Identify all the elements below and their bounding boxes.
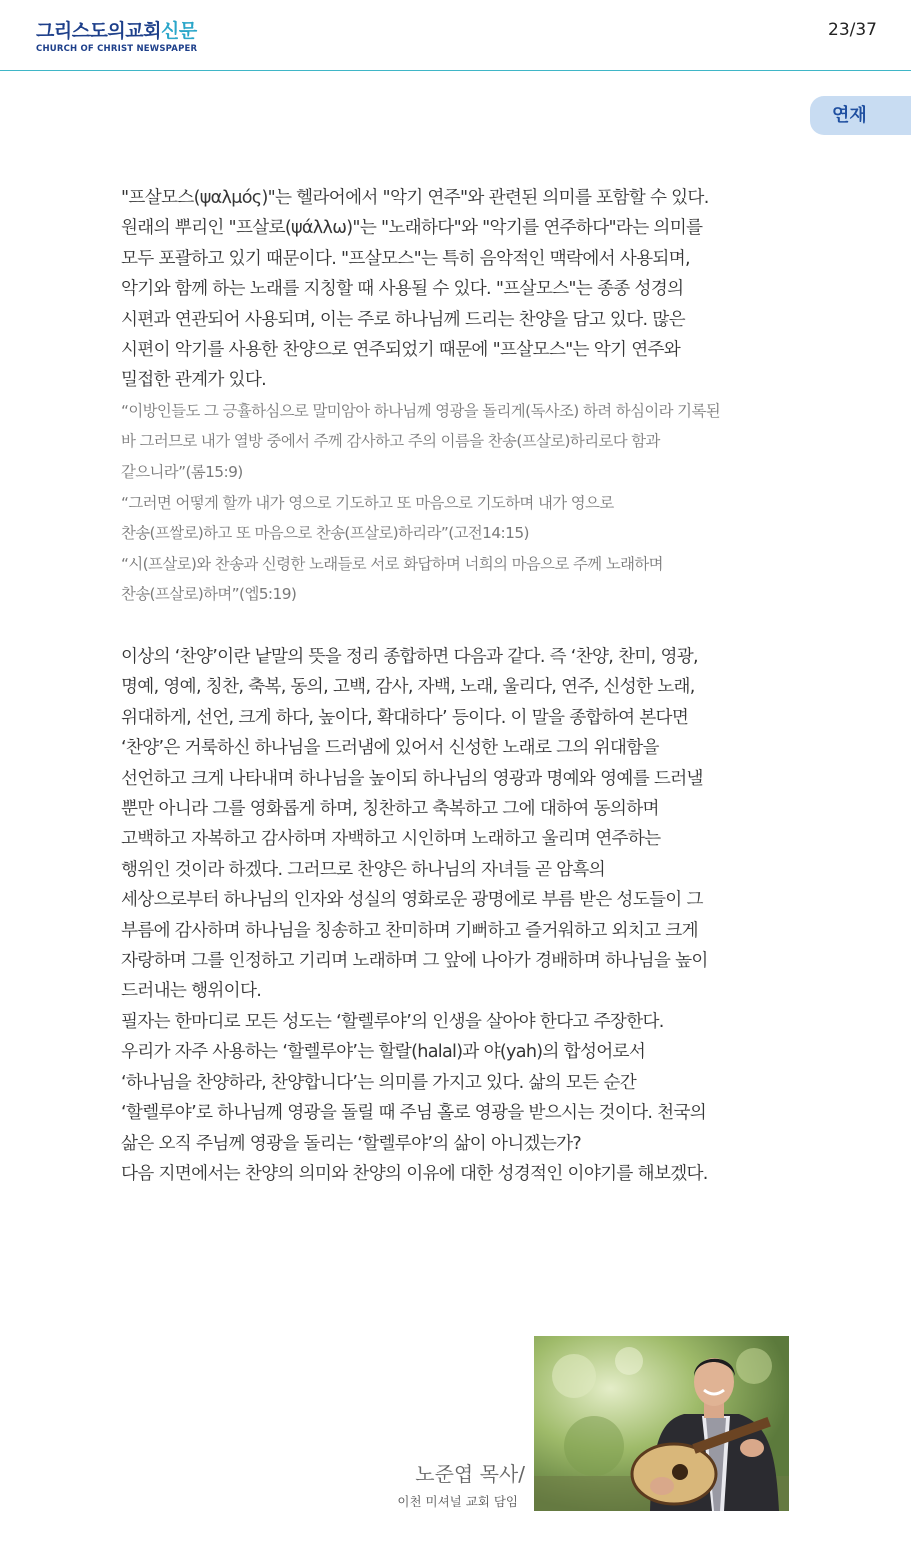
- text-line: 필자는 한마디로 모든 성도는 ‘할렐루야’의 인생을 살아야 한다고 주장한다.: [121, 1011, 664, 1032]
- newspaper-logo[interactable]: [36, 20, 197, 54]
- page-header: [0, 0, 911, 71]
- text-line: 다음 지면에서는 찬양의 의미와 찬양의 이유에 대한 성경적인 이야기를 해보겠다.: [121, 1163, 708, 1184]
- author-photo-illustration: [534, 1336, 789, 1511]
- logo-subtitle: CHURCH OF CHRIST NEWSPAPER: [36, 44, 198, 54]
- text-line: 자랑하며 그를 인정하고 기리며 노래하며 그 앞에 나아가 경배하며 하나님을 높이: [121, 951, 708, 972]
- page-number: 23/37: [828, 20, 877, 40]
- text-line: 명예, 영예, 칭찬, 축복, 동의, 고백, 감사, 자백, 노래, 울리다, 연주, 신성한 노래,: [121, 677, 695, 698]
- text-line: ‘할렐루야’로 하나님께 영광을 돌릴 때 주님 홀로 영광을 받으시는 것이다. 천국의: [121, 1103, 707, 1124]
- paragraph-psalmos: [121, 183, 811, 396]
- quote-line: 같으니라”(롬15:9): [121, 463, 243, 482]
- text-line: "프살모스(ψαλμός)"는 헬라어에서 "악기 연주"와 관련된 의미를 포함할 수 있다.: [121, 188, 709, 208]
- logo-title-part1: 그리스도의교회: [36, 20, 161, 42]
- text-line: 시편이 악기를 사용한 찬양으로 연주되었기 때문에 "프살모스"는 악기 연주와: [121, 340, 681, 361]
- author-role: 이천 미셔널 교회 담임: [397, 1494, 518, 1509]
- quote-line: “시(프살로)와 찬송과 신령한 노래들로 서로 화답하며 너희의 마음으로 주께 노래하며: [121, 554, 663, 573]
- quote-line: “그러면 어떻게 할까 내가 영으로 기도하고 또 마음으로 기도하며 내가 영으로: [121, 493, 614, 512]
- article-body: [121, 183, 811, 1189]
- text-line: 밀접한 관계가 있다.: [121, 370, 267, 391]
- text-line: 행위인 것이라 하겠다. 그러므로 찬양은 하나님의 자녀들 곧 암흑의: [121, 859, 606, 880]
- paragraph-summary: [121, 642, 811, 1189]
- text-line: 드러내는 행위이다.: [121, 981, 262, 1002]
- author-photo: [534, 1336, 789, 1511]
- text-line: 시편과 연관되어 사용되며, 이는 주로 하나님께 드리는 찬양을 담고 있다. 많은: [121, 309, 685, 330]
- text-line: 부름에 감사하며 하나님을 칭송하고 찬미하며 기뻐하고 즐거워하고 외치고 크게: [121, 920, 698, 941]
- text-line: 삶은 오직 주님께 영광을 돌리는 ‘할렐루야’의 삶이 아니겠는가?: [121, 1133, 582, 1154]
- author-name: 노준엽 목사/: [415, 1462, 525, 1486]
- logo-title: [36, 20, 197, 42]
- text-line: ‘찬양’은 거룩하신 하나님을 드러냄에 있어서 신성한 노래로 그의 위대함을: [121, 738, 659, 759]
- text-line: 우리가 자주 사용하는 ‘할렐루야’는 할랄(halal)과 야(yah)의 합성어로서: [121, 1042, 646, 1063]
- text-line: ‘하나님을 찬양하라, 찬양합니다’는 의미를 가지고 있다. 삶의 모든 순간: [121, 1072, 636, 1093]
- section-label: 연재: [810, 96, 911, 135]
- quote-line: 찬송(프쌀로)하고 또 마음으로 찬송(프살로)하리라”(고전14:15): [121, 524, 529, 543]
- scripture-quotes: [121, 396, 811, 610]
- text-line: 위대하게, 선언, 크게 하다, 높이다, 확대하다’ 등이다. 이 말을 종합하여 본다면: [121, 707, 689, 728]
- quote-line: “이방인들도 그 긍휼하심으로 말미암아 하나님께 영광을 돌리게(독사조) 하려 하심이라 기록된: [121, 401, 720, 420]
- text-line: 모두 포괄하고 있기 때문이다. "프살모스"는 특히 음악적인 맥락에서 사용되며,: [121, 248, 690, 269]
- text-line: 선언하고 크게 나타내며 하나님을 높이되 하나님의 영광과 명예와 영예를 드러낼: [121, 768, 703, 789]
- text-line: 고백하고 자복하고 감사하며 자백하고 시인하며 노래하고 울리며 연주하는: [121, 829, 661, 850]
- text-line: 뿐만 아니라 그를 영화롭게 하며, 칭찬하고 축복하고 그에 대하여 동의하며: [121, 799, 659, 820]
- text-line: 세상으로부터 하나님의 인자와 성실의 영화로운 광명에로 부름 받은 성도들이 그: [121, 890, 703, 911]
- quote-line: 바 그러므로 내가 열방 중에서 주께 감사하고 주의 이름을 찬송(프살로)하리로다 함과: [121, 432, 660, 451]
- text-line: 원래의 뿌리인 "프살로(ψάλλω)"는 "노래하다"와 "악기를 연주하다"라는 의미를: [121, 218, 703, 239]
- quote-line: 찬송(프살로)하며”(엡5:19): [121, 585, 297, 604]
- logo-title-part2: 신문: [160, 20, 197, 42]
- text-line: 악기와 함께 하는 노래를 지칭할 때 사용될 수 있다. "프살모스"는 종종 성경의: [121, 279, 684, 300]
- text-line: 이상의 ‘찬양’이란 낱말의 뜻을 정리 종합하면 다음과 같다. 즉 ‘찬양, 찬미, 영광,: [121, 647, 698, 667]
